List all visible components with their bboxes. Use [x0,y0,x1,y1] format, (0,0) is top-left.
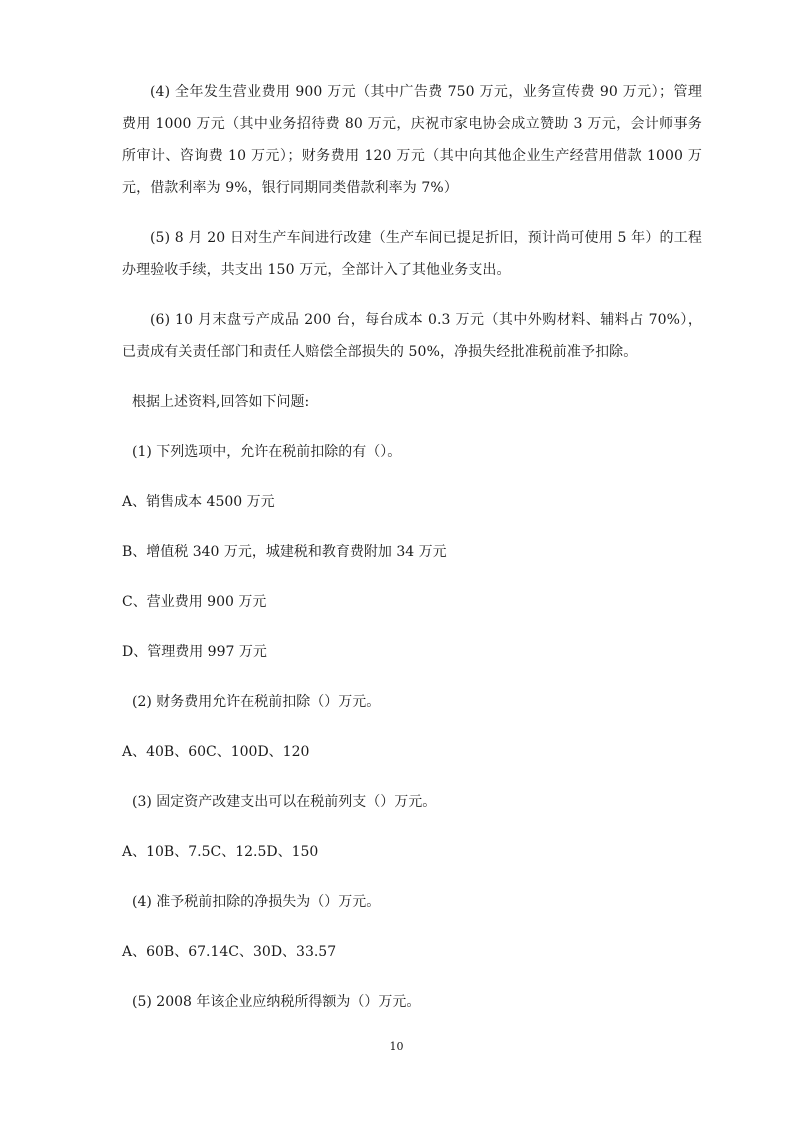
question-3-stem: (3) 固定资产改建支出可以在税前列支（）万元。 [132,794,437,810]
paragraph-item-5: (5) 8 月 20 日对生产车间进行改建（生产车间已提足折旧，预计尚可使用 5 年）的工程办理验收手续，共支出 150 万元，全部计入了其他业务支出。 [122,230,702,278]
question-3-options: A、10B、7.5C、12.5D、150 [122,844,319,860]
question-4-stem: (4) 准予税前扣除的净损失为（）万元。 [132,894,381,910]
question-4-options: A、60B、67.14C、30D、33.57 [122,944,337,960]
question-1-stem: (1) 下列选项中，允许在税前扣除的有（）。 [132,444,402,460]
question-2-options: A、40B、60C、100D、120 [122,744,310,760]
paragraph-item-6: (6) 10 月末盘亏产成品 200 台，每台成本 0.3 万元（其中外购材料、辅料占 70%），已责成有关责任部门和责任人赔偿全部损失的 50%，净损失经批准税前准予扣除。 [122,312,702,360]
question-2-stem: (2) 财务费用允许在税前扣除（）万元。 [132,694,381,710]
document-body [122,76,702,1036]
question-1-option-c: C、营业费用 900 万元 [122,594,267,610]
question-1-option-a: A、销售成本 4500 万元 [122,494,275,510]
question-1-option-b: B、增值税 340 万元，城建税和教育费附加 34 万元 [122,544,447,560]
paragraph-item-4: (4) 全年发生营业费用 900 万元（其中广告费 750 万元，业务宣传费 90 万元）；管理费用 1000 万元（其中业务招待费 80 万元，庆祝市家电协会成立赞助 3 万元，会计师事务所审计、咨询费 10 万元）；财务费用 120 万元（其中向其他企业生产经营用借款 1000 万元，借款利率为 9%，银行同期同类借款利率为 7%） [122,84,702,196]
page-number: 10 [389,1040,404,1053]
question-1-option-d: D、管理费用 997 万元 [122,644,267,660]
question-5-stem: (5) 2008 年该企业应纳税所得额为（）万元。 [132,994,421,1010]
questions-intro: 根据上述资料,回答如下问题: [132,394,310,410]
